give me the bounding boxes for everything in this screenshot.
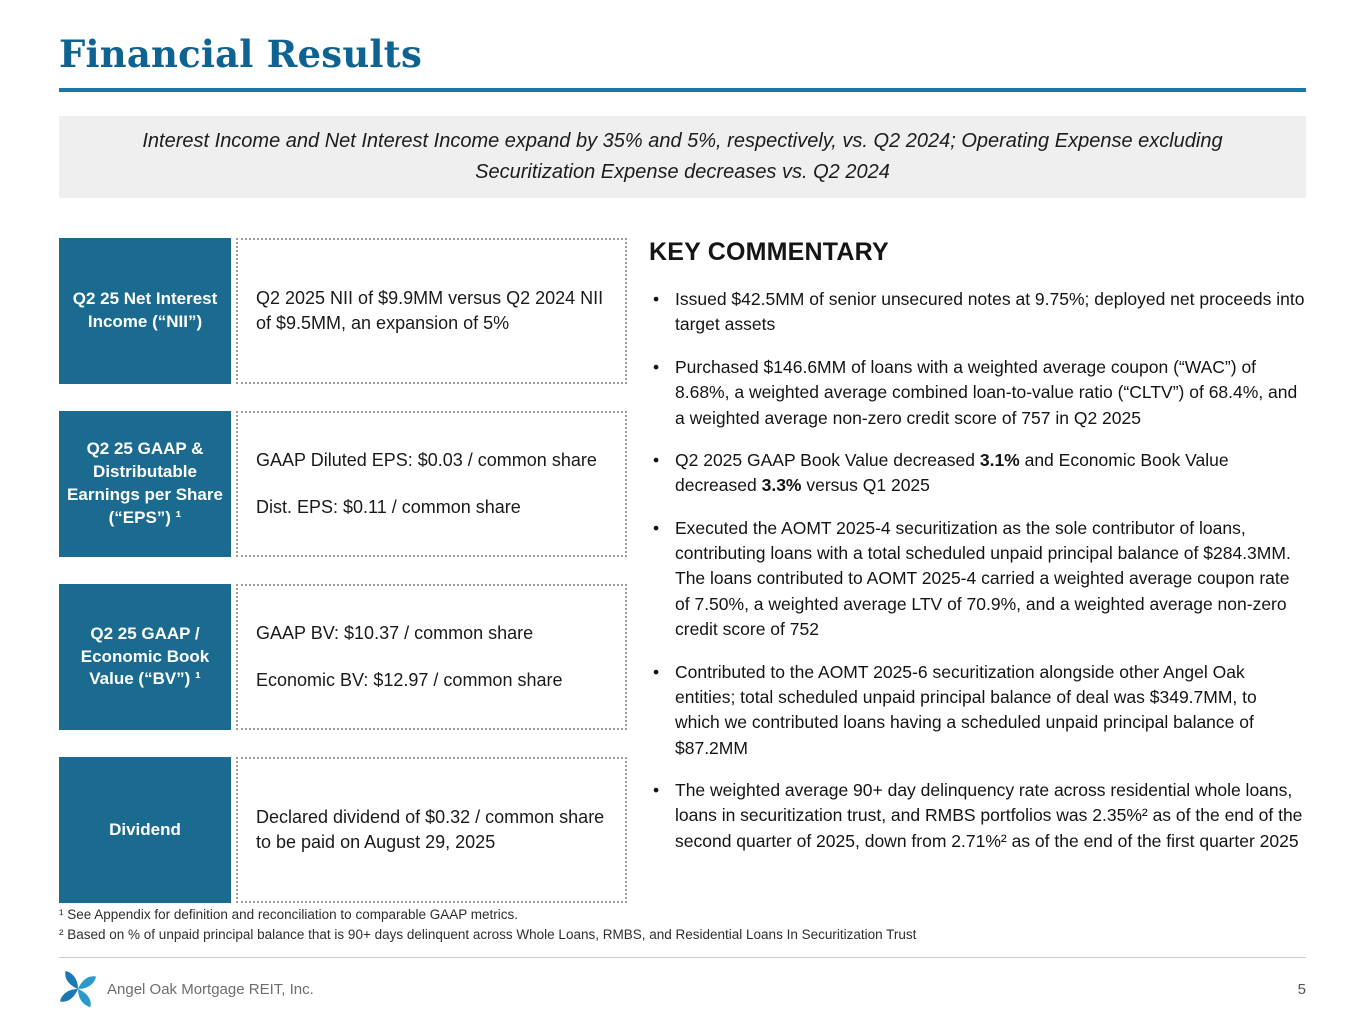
bullet-item: • The weighted average 90+ day delinquency rate across residential whole loans, loans in securitization trust, and RMBS portfolios was 2.35%² as of the end of the second quarter of 2025, down from 2.71%² as of the end of the first quarter 2025 xyxy=(649,778,1306,854)
row-content-line: Dist. EPS: $0.11 / common share xyxy=(256,497,521,517)
footnotes xyxy=(59,905,1306,946)
summary-row-dividend xyxy=(59,757,627,903)
footnote-2: ² Based on % of unpaid principal balance that is 90+ days delinquent across Whole Loans, RMBS, and Residential Loans In Securitization Trust xyxy=(59,926,917,942)
row-label: Q2 25 GAAP & Distributable Earnings per Share (“EPS”) ¹ xyxy=(59,411,231,557)
summary-column xyxy=(59,238,627,897)
row-content-line: Declared dividend of $0.32 / common share to be paid on August 29, 2025 xyxy=(256,806,605,852)
row-content xyxy=(236,411,627,557)
row-content xyxy=(236,757,627,903)
summary-row-nii xyxy=(59,238,627,384)
footnote-1: ¹ See Appendix for definition and reconciliation to comparable GAAP metrics. xyxy=(59,906,518,922)
row-content-line: GAAP Diluted EPS: $0.03 / common share xyxy=(256,449,597,470)
bullet-item: • Q2 2025 GAAP Book Value decreased 3.1% and Economic Book Value decreased 3.3% versus Q1 2025 xyxy=(649,448,1306,499)
row-content-line: GAAP BV: $10.37 / common share xyxy=(256,622,534,643)
summary-row-bv xyxy=(59,584,627,730)
main-content xyxy=(59,238,1306,897)
row-label: Q2 25 Net Interest Income (“NII”) xyxy=(59,238,231,384)
angel-oak-logo-icon xyxy=(59,970,97,1008)
row-label: Dividend xyxy=(59,757,231,903)
row-content-line: Q2 2025 NII of $9.9MM versus Q2 2024 NII of $9.5MM, an expansion of 5% xyxy=(256,287,604,333)
bullet-item: • Issued $42.5MM of senior unsecured notes at 9.75%; deployed net proceeds into target assets xyxy=(649,287,1306,338)
bullet-item: • Purchased $146.6MM of loans with a weighted average coupon (“WAC”) of 8.68%, a weighted average combined loan-to-value ratio (“CLTV”) of 68.4%, and a weighted average non-zero credit score of 757 in Q2 2025 xyxy=(649,355,1306,431)
commentary-bullet-list xyxy=(649,287,1306,854)
page-number: 5 xyxy=(1297,980,1306,998)
subtitle-banner: Interest Income and Net Interest Income expand by 35% and 5%, respectively, vs. Q2 2024; Operating Expense excluding Securitization Expense decreases vs. Q2 2024 xyxy=(59,116,1306,198)
bullet-item: • Executed the AOMT 2025-4 securitization as the sole contributor of loans, contributing loans with a total scheduled unpaid principal balance of $284.3MM. The loans contributed to AOMT 2025-4 carried a weighted average coupon rate of 7.50%, a weighted average LTV of 70.9%, and a weighted average non-zero credit score of 752 xyxy=(649,516,1306,643)
key-commentary-heading: KEY COMMENTARY xyxy=(649,238,889,266)
row-content xyxy=(236,238,627,384)
row-label: Q2 25 GAAP / Economic Book Value (“BV”) ¹ xyxy=(59,584,231,730)
row-content xyxy=(236,584,627,730)
title-underline xyxy=(59,88,1306,92)
commentary-column xyxy=(627,238,1306,897)
summary-row-eps xyxy=(59,411,627,557)
footer xyxy=(59,957,1306,1008)
footer-company-name: Angel Oak Mortgage REIT, Inc. xyxy=(107,980,314,998)
page-title: Financial Results xyxy=(59,32,422,76)
bullet-item: • Contributed to the AOMT 2025-6 securitization alongside other Angel Oak entities; total scheduled unpaid principal balance of deal was $349.7MM, to which we contributed loans having a scheduled unpaid principal balance of $87.2MM xyxy=(649,660,1306,762)
row-content-line: Economic BV: $12.97 / common share xyxy=(256,670,563,690)
